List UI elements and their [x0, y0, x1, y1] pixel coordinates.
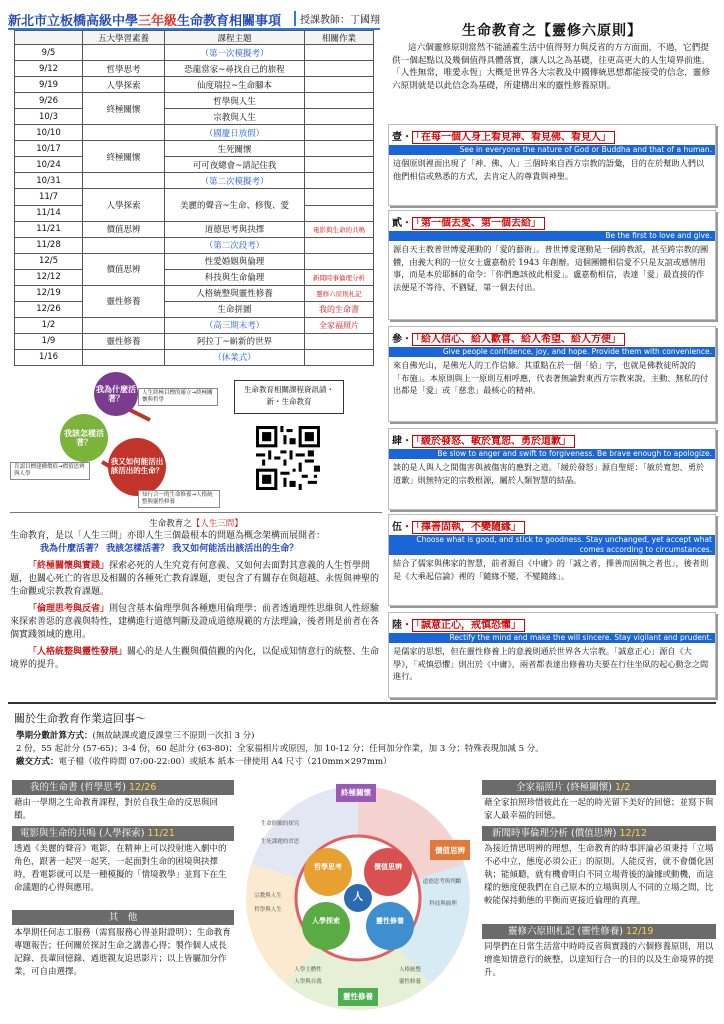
intro-para-3: 「倫理思考與反省」則包含基本倫理學與各種應用倫理學；前者透過理性思維與人性經驗來探索善惡的意義與特性，建構進行道德判斷及證成道德規範的方法理論，後者則是前者在各個實踐領域的應用。 — [10, 604, 380, 640]
life-three-questions-section — [10, 512, 382, 696]
principle-5-body: 結合了儒家與佛家的智慧，前者源自《中庸》的「誠之者，擇善而固執之者也」，後者則是《大乘起信論》裡的「隨緣不變，不變隨緣」。 — [393, 558, 709, 581]
question-how-circle: 我該怎樣活著？ — [60, 414, 108, 462]
question-live-circle: 我又如何能活出該活出的生命？ — [108, 438, 166, 496]
principles-intro: 這六個靈修原則當然不能涵蓋生活中值得努力與反省的方方面面，不過，它們提供一個起點以及幾個值得具體落實，讓人以之為基礎，往更高更大的人生境界前進。「人性無常，唯愛永恆」大概是世界各大宗教及中國傳統思想都能接受的信念，靈修六原則就是以此信念為基礎，所建構出來的靈性修養原則。 — [392, 43, 710, 91]
assignment-text-news: 為接近情思明辨的理想，生命教育的時事評論必須秉持「立場不必中立，態度必須公正」的原則。人能反省，就不會僵化固執；能傾聽，就有機會明白不同立場背後的論據或動機，而這樣的態度便我們在自己原本的立場與別人不同的立場之間，比較能保持動態的平衡而更接近倫理的真理。 — [484, 844, 714, 906]
wheel-ring-2: 生死課題的省思 — [260, 839, 300, 845]
table-row: 1/2 （高三期末考） 全家福照片 — [15, 317, 374, 333]
assignment-bar-other: 其 他 — [12, 910, 234, 925]
three-questions-diagram — [8, 370, 228, 510]
question-why-circle: 我為什麼活著？ — [94, 372, 138, 416]
col-date — [15, 31, 83, 45]
principle-card-3 — [388, 326, 716, 422]
table-row: 1/16 （休業式） — [15, 349, 374, 365]
table-row: 10/31 （第二次模擬考） — [15, 173, 374, 189]
wheel-center: 人 — [353, 892, 363, 903]
wheel-ring-4: 哲學與人生 — [254, 907, 282, 913]
assignment-bar-movie: 電影與生命的共鳴 (人學探索) 11/21 — [12, 826, 234, 841]
wheel-inner-spiritual: 靈性修養 — [376, 917, 404, 925]
page-header — [8, 8, 380, 30]
homework-heading: 關於生命教育作業這回事～ — [14, 712, 146, 725]
principle-6-body: 是儒家的思想，但在靈性修養上的意義則通於世界各大宗教。「誠意正心」源自《大學》，「戒慎恐懼」則出於《中庸》，兩者都表達出修養功夫要在行住坐臥的起心動念之間進行。 — [393, 646, 709, 681]
principle-card-4 — [388, 428, 716, 510]
table-row: 10/10 （國慶日放假） — [15, 125, 374, 141]
assignment-bar-journal: 靈修六原則札記 (靈性修養) 12/19 — [482, 924, 716, 939]
intro-para-2: 「終極關懷與實踐」探索必死的人生究竟有何意義、又如何去面對其意義的人生哲學問題，也關心死亡的省思及相關的各種死亡教育課題，更包含了有關存在與超越、永恆與神聖的生命觀或宗教教育課題。 — [10, 561, 380, 597]
principle-3-body: 來自佛光山，是佛光人的工作信條。其重點在於一個「給」字，也就是佛教徒所說的「布施」。本原則與上一原則互相呼應，代表著無論對東西方宗教來說，主動、無私的付出都是「愛」或「慈悲」最核心的精神。 — [393, 360, 709, 395]
wheel-inner-philosophy: 哲學思考 — [314, 863, 342, 871]
table-row: 11/14 — [15, 205, 374, 221]
intro-heading: 生命教育之【人生三問】 — [149, 519, 243, 529]
principle-3-english: Give people confidence, joy, and hope. Provide them with convenience. — [389, 347, 715, 357]
wheel-outer-bottom: 靈性修養 — [343, 992, 373, 1001]
wheel-inner-human: 人學探索 — [312, 917, 340, 925]
principle-5-title: 伍・ 「擇善固執，不變隨緣」 — [392, 518, 715, 533]
assignment-text-journal: 同學們在日常生活當中時時反省與實踐的六個修養原則，用以增進知情意行的統整，以達知行合一的目的以及生命境界的提升。 — [484, 942, 714, 978]
wheel-ring-5: 道德思考與判斷 — [422, 879, 462, 885]
note-value: 肯認目標建構價值→價值思辨與人學 — [10, 462, 90, 480]
page-title: 新北市立板橋高級中學三年級生命教育相關事項 — [8, 14, 282, 29]
table-header-row — [15, 31, 374, 45]
homework-section — [8, 702, 716, 778]
note-ultimate: 人生終極目標的確立→終極關懷與哲學 — [138, 388, 218, 406]
principle-4-english: Be slow to anger and swift to forgiveness. Be brave enough to apologize. — [389, 449, 715, 459]
grading-detail: 2 份，55 起計分 (57-65)；3-4 份，60 起計分 (63-80)；全家福相片或原因，加 10-12 分；任何加分作業，加 3 分；特殊表現加減 5 分。 — [16, 744, 544, 754]
table-row: 12/26 生命拼圖 我的生命書 — [15, 301, 374, 317]
wheel-ring-1: 生命經驗的探究 — [260, 821, 300, 827]
principle-3-title: 參・ 「給人信心、給人歡喜、給人希望、給人方便」 — [392, 330, 715, 345]
intro-para-1: 生命教育，是以「人生三問」亦即人生三個最根本的問題為概念架構而展開者： — [10, 531, 326, 541]
assignment-text-family-photo: 藉全家拍照珍惜彼此在一起的時光留下美好的回憶；並寫下與家人最幸福的回憶。 — [484, 798, 714, 821]
assignment-bar-life-book: 我的生命書 (哲學思考) 12/26 — [12, 780, 234, 795]
wheel-ring-6: 科技與倫理 — [429, 901, 457, 907]
table-row: 12/12 科技與生命倫理 新聞時事倫理分析 — [15, 269, 374, 285]
assignment-text-movie: 透過《美麗的聲音》電影，在精神上可以投射進入劇中的角色，跟著一起哭一起笑，一起面對生命的困境與抉擇時，看電影就可以是一種模擬的「情境教學」並寫下在生命議題的心得與應用。 — [14, 844, 227, 893]
wheel-outer-right: 價值思辨 — [435, 846, 465, 855]
assignment-text-life-book: 藉由一學期之生命教育課程，對於自我生命的反思與回饋。 — [14, 798, 219, 821]
principles-title: 生命教育之【靈修六原則】 — [462, 23, 642, 39]
teacher-label: 授課教師：丁國翔 — [294, 11, 380, 26]
grading-line: 學期分數計算方式：(無故缺課或遺反課堂三不原則一次扣 3 分) — [16, 731, 255, 741]
principle-2-title: 貳・ 「第一個去愛、第一個去給」 — [392, 214, 715, 229]
wheel-ring-10: 人學與自我 — [294, 979, 322, 985]
principle-1-body: 這個原則裡面出現了「神、佛、人」三個時來自西方宗教的語彙，目的在於幫助人們以他們相信或熟悉的方式，去肯定人的尊貴與神聖。 — [393, 158, 705, 181]
table-row: 12/19 靈性修養 人格統整與靈性修養 靈修六原則札記 — [15, 285, 374, 301]
intro-para-4: 「人格統整與靈性發展」關心的是人生觀與價值觀的內化，以促成知情意行的統整、生命境界的提升。 — [10, 647, 380, 670]
principle-card-2 — [388, 210, 716, 320]
wheel-ring-3: 宗教與人生 — [254, 893, 282, 899]
qr-caption: 生命教育相關課程資訊請・新・生命教育 — [234, 380, 344, 414]
table-row: 10/3 宗教與人生 — [15, 109, 374, 125]
table-row: 12/5 價值思辨 性愛婚姻與倫理 — [15, 253, 374, 269]
wheel-ring-7: 人格統整 — [398, 967, 421, 973]
note-spiritual: 知行合一的生命修養→人格統整與靈性修養 — [138, 490, 220, 508]
principle-6-english: Rectify the mind and make the will sincere. Stay vigilant and prudent. — [389, 633, 715, 643]
schedule-table — [14, 30, 374, 366]
wheel-outer-top: 終極關懷 — [341, 788, 371, 797]
table-row: 9/12 哲學思考 恐龍當家~尋找自己的旅程 — [15, 61, 374, 77]
principle-card-1 — [388, 124, 716, 206]
col-topic: 課程主題 — [165, 31, 305, 45]
table-row: 9/26 終極關懷 哲學與人生 — [15, 93, 374, 109]
principle-card-6 — [388, 612, 716, 698]
literacy-wheel — [240, 780, 476, 1016]
table-row: 1/9 靈性修養 阿拉丁~嶄新的世界 — [15, 333, 374, 349]
principle-4-title: 肆・ 「緩於發怒、敏於寬恕、勇於道歉」 — [392, 432, 715, 447]
assignment-bar-family-photo: 全家福照片 (終極關懷) 1/2 — [482, 780, 716, 795]
table-row: 10/24 可可夜總會~請記住我 — [15, 157, 374, 173]
table-row: 11/28 （第二次段考） — [15, 237, 374, 253]
principle-4-body: 談的是人與人之間傷害與被傷害的應對之道。「緩於發怒」源自聖經：「敏於寬恕、勇於道歉」則無特定的宗教根源，屬於人類智慧的結晶。 — [393, 462, 705, 485]
principle-1-title: 壹・ 「在每一個人身上看見神、看見佛、看見人」 — [392, 128, 715, 143]
principle-2-english: Be the first to love and give. — [389, 231, 715, 241]
qr-code-icon[interactable] — [256, 426, 320, 490]
principle-2-body: 源自天主教普世博愛運動的「愛的藝術」。普世博愛運動是一個跨教派，甚至跨宗教的團體，由義大利的一位女士盧嘉勒於 1943 年創辦。這個團體相信愛不只是友誼或感情用事，而是本於耶穌的命令：「你們應該彼此相愛」。盧嘉勒相信，表達「愛」最直接的作法便是不等待、不猶疑，第一個去付出。 — [393, 244, 709, 292]
submission-line: 繳交方式：電子檔（收件時間 07:00-22:00）或紙本 紙本一律使用 A4 尺寸（210mm×297mm） — [16, 757, 392, 767]
wheel-ring-9: 人學主體性 — [294, 967, 322, 973]
assignment-text-other: 本學期任何志工服務（需寫服務心得並附證明）；生命教育專題報告；任何關於探討生命之講書心得；製作個人成長記錄、長輩回憶錄、過逝親友追思影片；以上皆屬加分作業，可自由選擇。 — [14, 928, 231, 977]
principles-intro-card — [388, 18, 716, 120]
table-row: 9/5 （第一次模擬考） — [15, 45, 374, 61]
intro-questions: 我為什麼活著？ 我該怎樣活著？ 我又如何能活出該活出的生命？ — [40, 544, 299, 554]
principle-card-5 — [388, 514, 716, 606]
table-row: 11/7 人學探索 美麗的聲音~生命、修復、愛 — [15, 189, 374, 205]
table-row: 10/17 終極關懷 生死關懷 — [15, 141, 374, 157]
assignment-bar-news: 新聞時事倫理分析 (價值思辨) 12/12 — [482, 826, 716, 841]
wheel-inner-value: 價值思辨 — [374, 863, 402, 871]
principle-5-english: Choose what is good, and stick to goodness. Stay unchanged, yet accept what comes according to circumstances. — [389, 535, 715, 555]
table-row: 9/19 人學探索 仙度瑞拉~生命腳本 — [15, 77, 374, 93]
principle-6-title: 陸・ 「誠意正心，戒慎恐懼」 — [392, 616, 715, 631]
wheel-ring-8: 靈性修養 — [398, 979, 421, 985]
principle-1-english: See in everyone the nature of God or Buddha and that of a human. — [389, 145, 715, 155]
table-row: 11/21 價值思辨 道德思考與抉擇 電影與生命的共鳴 — [15, 221, 374, 237]
col-literacy: 五大學習素養 — [83, 31, 165, 45]
col-homework: 相關作業 — [305, 31, 374, 45]
